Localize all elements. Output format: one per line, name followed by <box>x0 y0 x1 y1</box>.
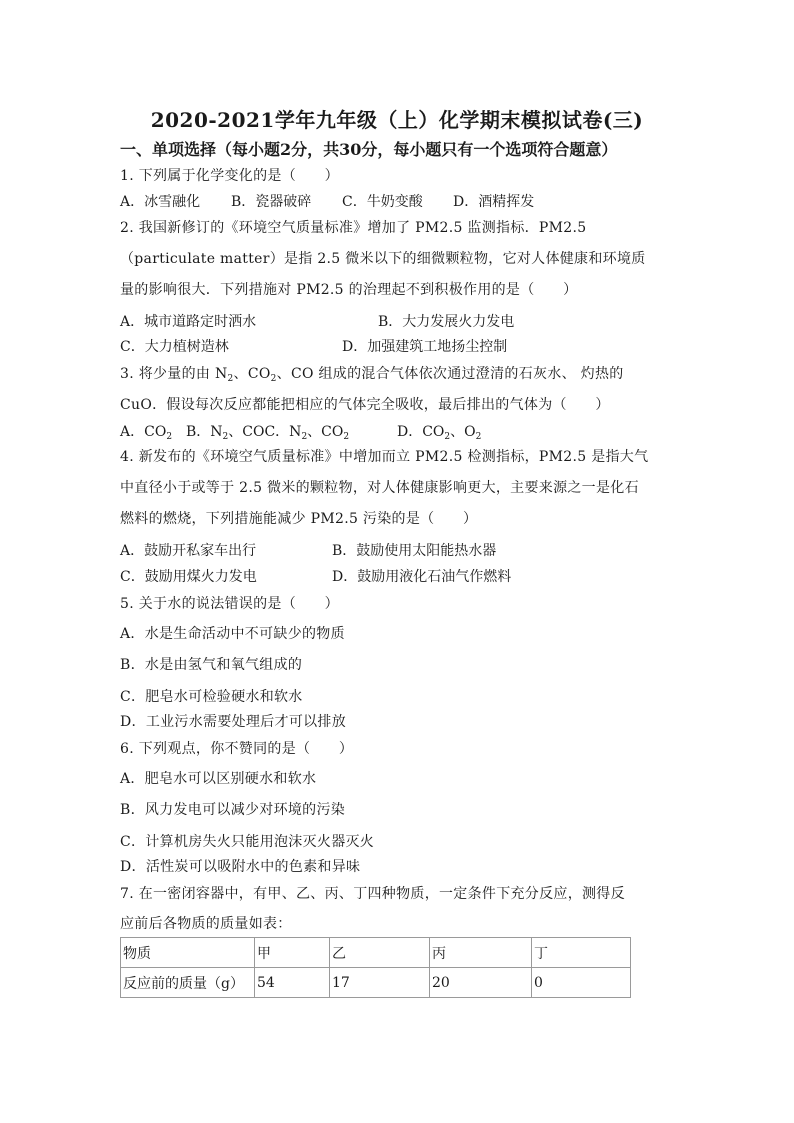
question-4-line-1: 4. 新发布的《环境空气质量标准》中增加而立 PM2.5 检测指标，PM2.5 是指大气 <box>120 449 649 465</box>
table-cell: 0 <box>532 968 631 998</box>
q4-option-c: C．鼓励用煤火力发电 <box>120 569 257 585</box>
question-4-line-2: 中直径小于或等于 2.5 微米的颗粒物，对人体健康影响更大，主要来源之一是化石 <box>120 480 639 496</box>
q2-option-b: B．大力发展火力发电 <box>378 314 515 330</box>
q2-option-a: A．城市道路定时洒水 <box>120 314 257 330</box>
question-7-line-1: 7. 在一密闭容器中，有甲、乙、丙、丁四种物质，一定条件下充分反应，测得反 <box>120 886 625 902</box>
question-2-line-2: （particulate matter）是指 2.5 微米以下的细微颗粒物，它对人体健康和环境质 <box>120 251 646 267</box>
table-cell: 丙 <box>430 938 532 968</box>
table-cell: 物质 <box>121 938 255 968</box>
table-row <box>121 968 631 998</box>
q5-option-a: A．水是生命活动中不可缺少的物质 <box>120 626 345 642</box>
question-2-line-3: 量的影响很大．下列措施对 PM2.5 的治理起不到积极作用的是（ ） <box>120 282 578 298</box>
table-cell: 乙 <box>330 938 430 968</box>
q4-option-b: B．鼓励使用太阳能热水器 <box>332 543 497 559</box>
q1-option-b: B．瓷器破碎 <box>231 194 312 210</box>
table-cell: 20 <box>430 968 532 998</box>
q6-option-d: D．活性炭可以吸附水中的色素和异味 <box>120 859 361 875</box>
question-5-stem: 5. 关于水的说法错误的是（ ） <box>120 596 339 612</box>
question-6-stem: 6. 下列观点，你不赞同的是（ ） <box>120 741 354 757</box>
question-2-line-1: 2. 我国新修订的《环境空气质量标准》增加了 PM2.5 监测指标．PM2.5 <box>120 220 587 236</box>
q3-option-a: A．$CO_2$ <box>120 424 173 442</box>
mass-table <box>120 937 631 998</box>
q4-option-a: A．鼓励开私家车出行 <box>120 543 257 559</box>
question-4-line-3: 燃料的燃烧，下列措施能减少 PM2.5 污染的是（ ） <box>120 511 478 527</box>
question-3-line-1: 3. 将少量的由 $N_2$、$CO_2$、CO 组成的混合气体依次通过澄清的石灰水、 灼热的 <box>120 366 624 384</box>
table-cell: 甲 <box>255 938 330 968</box>
q1-option-c: C．牛奶变酸 <box>342 194 423 210</box>
q1-option-a: A．冰雪融化 <box>120 194 201 210</box>
q6-option-c: C．计算机房失火只能用泡沫灭火器灭火 <box>120 834 375 850</box>
q5-option-d: D．工业污水需要处理后才可以排放 <box>120 714 347 730</box>
q5-option-b: B．水是由氢气和氧气组成的 <box>120 657 303 673</box>
q4-option-d: D．鼓励用液化石油气作燃料 <box>332 569 512 585</box>
table-cell: 17 <box>330 968 430 998</box>
q6-option-a: A．肥皂水可以区别硬水和软水 <box>120 771 317 787</box>
table-cell: 丁 <box>532 938 631 968</box>
section-heading: 一、单项选择（每小题2分，共30分，每小题只有一个选项符合题意） <box>120 140 618 159</box>
q3-option-b-c: B．$N_2$、COC．$N_2$、$CO_2$ <box>186 424 350 442</box>
exam-title: 2020-2021学年九年级（上）化学期末模拟试卷(三) <box>150 108 644 132</box>
question-3-line-2: CuO．假设每次反应都能把相应的气体完全吸收，最后排出的气体为（ ） <box>120 397 610 413</box>
table-row <box>121 938 631 968</box>
q5-option-c: C．肥皂水可检验硬水和软水 <box>120 689 303 705</box>
q3-option-d: D．$CO_2$、$O_2$ <box>397 424 482 442</box>
table-cell: 54 <box>255 968 330 998</box>
question-7-line-2: 应前后各物质的质量如表： <box>120 916 292 932</box>
q6-option-b: B．风力发电可以减少对环境的污染 <box>120 802 346 818</box>
q2-option-c: C．大力植树造林 <box>120 339 229 355</box>
table-cell: 反应前的质量（g） <box>121 968 255 998</box>
q1-option-d: D．酒精挥发 <box>453 194 535 210</box>
question-1-stem: 1. 下列属于化学变化的是（ ） <box>120 168 339 184</box>
q2-option-d: D．加强建筑工地扬尘控制 <box>342 339 508 355</box>
